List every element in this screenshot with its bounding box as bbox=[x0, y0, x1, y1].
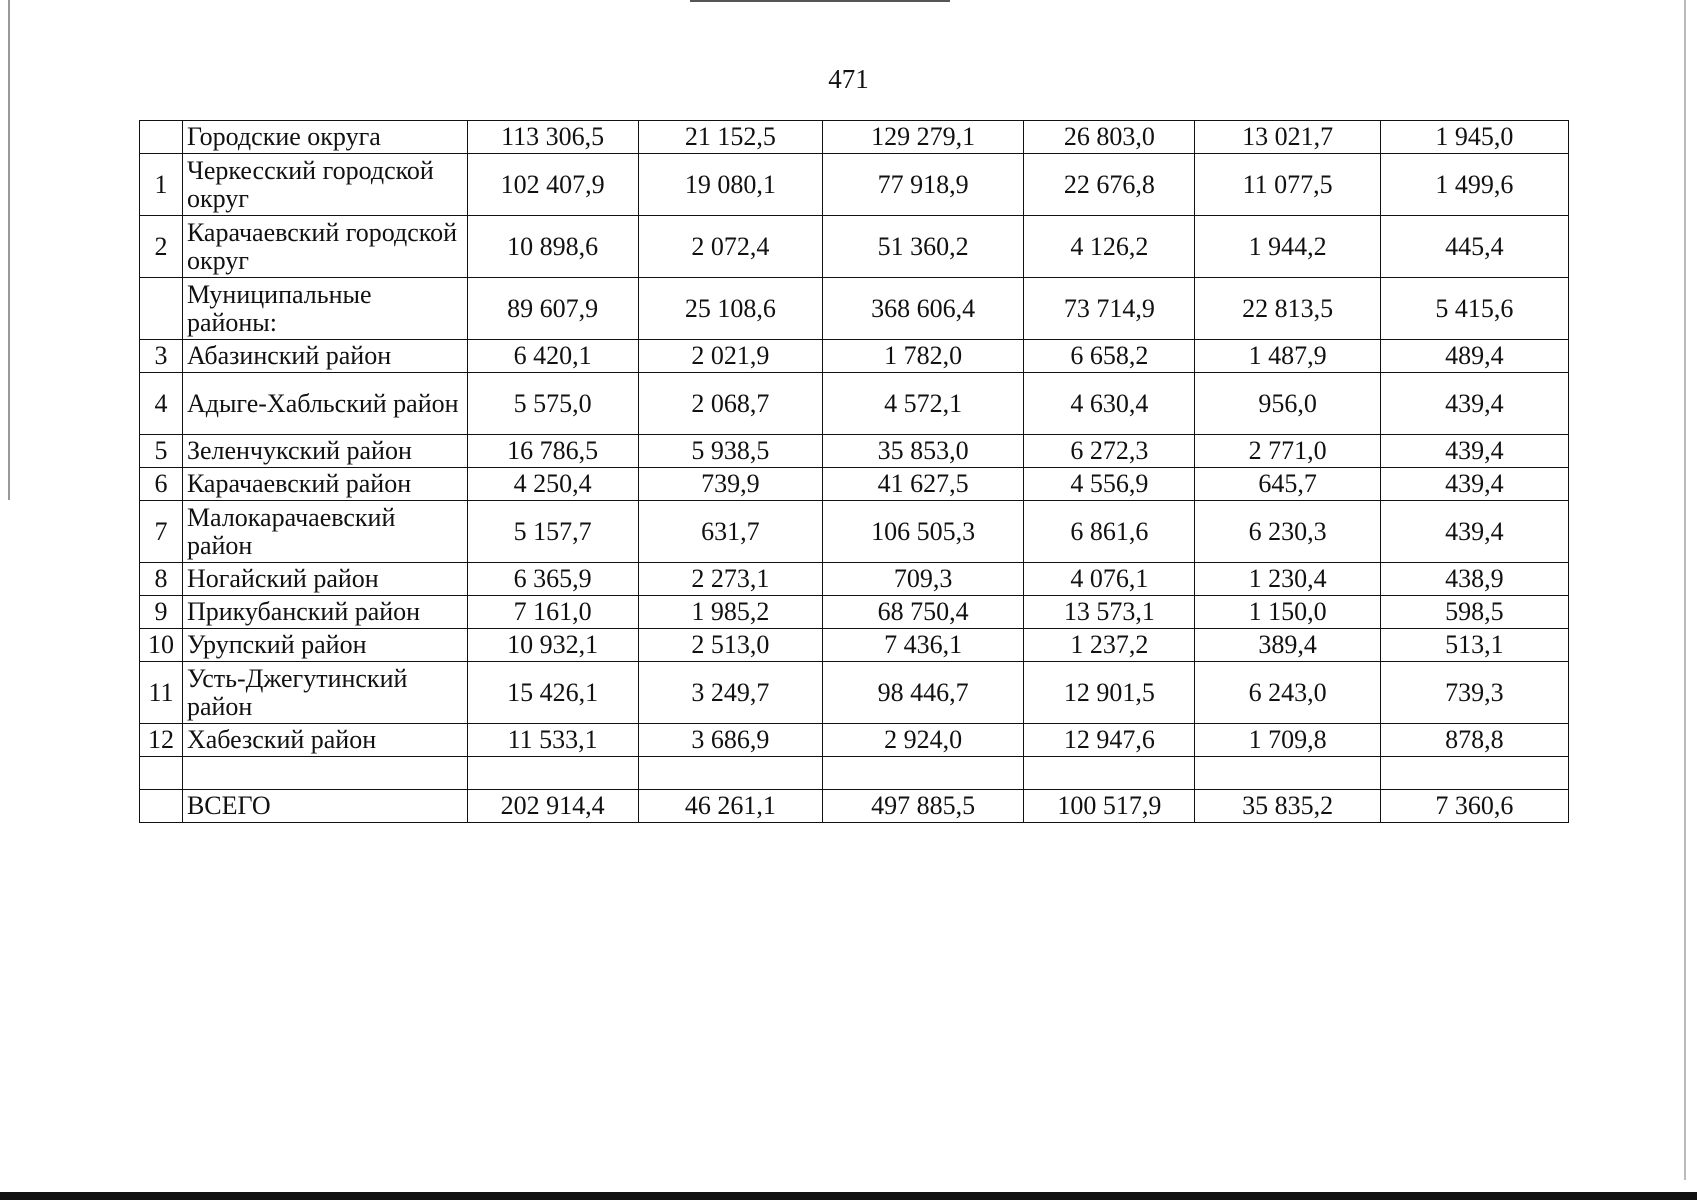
row-number-cell: 10 bbox=[140, 629, 183, 662]
value-cell-col-3: 129 279,1 bbox=[823, 121, 1024, 154]
value-cell-col-3: 2 924,0 bbox=[823, 724, 1024, 757]
value-cell-col-2: 2 072,4 bbox=[638, 216, 822, 278]
value-cell-col-2: 2 021,9 bbox=[638, 340, 822, 373]
value-cell-col-4: 73 714,9 bbox=[1024, 278, 1195, 340]
value-cell-col-2: 739,9 bbox=[638, 468, 822, 501]
value-cell-col-2: 1 985,2 bbox=[638, 596, 822, 629]
value-cell-col-6: 439,4 bbox=[1380, 501, 1568, 563]
row-number-cell bbox=[140, 757, 183, 790]
value-cell-col-5 bbox=[1195, 757, 1380, 790]
value-cell-col-2: 19 080,1 bbox=[638, 154, 822, 216]
table-row bbox=[140, 790, 1569, 823]
value-cell-col-5: 13 021,7 bbox=[1195, 121, 1380, 154]
value-cell-col-3: 368 606,4 bbox=[823, 278, 1024, 340]
row-number-cell: 9 bbox=[140, 596, 183, 629]
value-cell-col-3: 77 918,9 bbox=[823, 154, 1024, 216]
value-cell-col-5: 11 077,5 bbox=[1195, 154, 1380, 216]
value-cell-col-1: 10 898,6 bbox=[467, 216, 638, 278]
row-number-cell: 2 bbox=[140, 216, 183, 278]
value-cell-col-4: 13 573,1 bbox=[1024, 596, 1195, 629]
value-cell-col-5: 6 243,0 bbox=[1195, 662, 1380, 724]
value-cell-col-4 bbox=[1024, 757, 1195, 790]
table-row bbox=[140, 468, 1569, 501]
table-row bbox=[140, 154, 1569, 216]
value-cell-col-3: 41 627,5 bbox=[823, 468, 1024, 501]
value-cell-col-6: 439,4 bbox=[1380, 373, 1568, 435]
row-number-cell: 3 bbox=[140, 340, 183, 373]
table-row bbox=[140, 563, 1569, 596]
value-cell-col-4: 1 237,2 bbox=[1024, 629, 1195, 662]
row-number-cell: 8 bbox=[140, 563, 183, 596]
value-cell-col-3: 51 360,2 bbox=[823, 216, 1024, 278]
value-cell-col-4: 12 901,5 bbox=[1024, 662, 1195, 724]
region-name-cell bbox=[182, 757, 467, 790]
region-name-cell: Малокарачаевский район bbox=[182, 501, 467, 563]
value-cell-col-1: 5 575,0 bbox=[467, 373, 638, 435]
row-number-cell bbox=[140, 121, 183, 154]
value-cell-col-4: 4 076,1 bbox=[1024, 563, 1195, 596]
value-cell-col-4: 22 676,8 bbox=[1024, 154, 1195, 216]
row-number-cell: 7 bbox=[140, 501, 183, 563]
value-cell-col-1: 102 407,9 bbox=[467, 154, 638, 216]
value-cell-col-6: 5 415,6 bbox=[1380, 278, 1568, 340]
value-cell-col-4: 6 861,6 bbox=[1024, 501, 1195, 563]
value-cell-col-2: 2 273,1 bbox=[638, 563, 822, 596]
value-cell-col-2: 21 152,5 bbox=[638, 121, 822, 154]
region-name-cell: Прикубанский район bbox=[182, 596, 467, 629]
value-cell-col-2: 25 108,6 bbox=[638, 278, 822, 340]
row-number-cell bbox=[140, 790, 183, 823]
value-cell-col-6: 598,5 bbox=[1380, 596, 1568, 629]
row-number-cell bbox=[140, 278, 183, 340]
bottom-scan-bar bbox=[0, 1192, 1697, 1200]
value-cell-col-4: 4 556,9 bbox=[1024, 468, 1195, 501]
region-name-cell: Урупский район bbox=[182, 629, 467, 662]
region-name-cell: ВСЕГО bbox=[182, 790, 467, 823]
value-cell-col-1: 16 786,5 bbox=[467, 435, 638, 468]
top-rule-divider bbox=[690, 0, 950, 2]
table-row bbox=[140, 340, 1569, 373]
value-cell-col-5: 1 487,9 bbox=[1195, 340, 1380, 373]
value-cell-col-3: 4 572,1 bbox=[823, 373, 1024, 435]
value-cell-col-3 bbox=[823, 757, 1024, 790]
table-row bbox=[140, 757, 1569, 790]
value-cell-col-6: 489,4 bbox=[1380, 340, 1568, 373]
value-cell-col-1: 202 914,4 bbox=[467, 790, 638, 823]
value-cell-col-1: 89 607,9 bbox=[467, 278, 638, 340]
value-cell-col-5: 22 813,5 bbox=[1195, 278, 1380, 340]
value-cell-col-3: 497 885,5 bbox=[823, 790, 1024, 823]
data-table bbox=[139, 120, 1569, 823]
value-cell-col-1: 10 932,1 bbox=[467, 629, 638, 662]
value-cell-col-2: 2 068,7 bbox=[638, 373, 822, 435]
value-cell-col-3: 709,3 bbox=[823, 563, 1024, 596]
row-number-cell: 6 bbox=[140, 468, 183, 501]
value-cell-col-1: 4 250,4 bbox=[467, 468, 638, 501]
row-number-cell: 5 bbox=[140, 435, 183, 468]
value-cell-col-2: 3 249,7 bbox=[638, 662, 822, 724]
value-cell-col-5: 6 230,3 bbox=[1195, 501, 1380, 563]
value-cell-col-2: 5 938,5 bbox=[638, 435, 822, 468]
region-name-cell: Черкесский городской округ bbox=[182, 154, 467, 216]
value-cell-col-1: 5 157,7 bbox=[467, 501, 638, 563]
value-cell-col-4: 6 658,2 bbox=[1024, 340, 1195, 373]
table-row bbox=[140, 121, 1569, 154]
value-cell-col-6: 438,9 bbox=[1380, 563, 1568, 596]
table-row bbox=[140, 629, 1569, 662]
value-cell-col-6: 1 945,0 bbox=[1380, 121, 1568, 154]
value-cell-col-6: 878,8 bbox=[1380, 724, 1568, 757]
value-cell-col-6 bbox=[1380, 757, 1568, 790]
value-cell-col-3: 106 505,3 bbox=[823, 501, 1024, 563]
value-cell-col-1: 6 365,9 bbox=[467, 563, 638, 596]
value-cell-col-4: 100 517,9 bbox=[1024, 790, 1195, 823]
table-row bbox=[140, 373, 1569, 435]
value-cell-col-5: 1 709,8 bbox=[1195, 724, 1380, 757]
value-cell-col-5: 1 944,2 bbox=[1195, 216, 1380, 278]
region-name-cell: Зеленчукский район bbox=[182, 435, 467, 468]
value-cell-col-2: 2 513,0 bbox=[638, 629, 822, 662]
region-name-cell: Абазинский район bbox=[182, 340, 467, 373]
table-body bbox=[140, 121, 1569, 823]
value-cell-col-5: 2 771,0 bbox=[1195, 435, 1380, 468]
value-cell-col-1: 6 420,1 bbox=[467, 340, 638, 373]
value-cell-col-1 bbox=[467, 757, 638, 790]
row-number-cell: 12 bbox=[140, 724, 183, 757]
value-cell-col-2: 3 686,9 bbox=[638, 724, 822, 757]
value-cell-col-6: 739,3 bbox=[1380, 662, 1568, 724]
value-cell-col-6: 439,4 bbox=[1380, 468, 1568, 501]
value-cell-col-3: 98 446,7 bbox=[823, 662, 1024, 724]
value-cell-col-1: 7 161,0 bbox=[467, 596, 638, 629]
value-cell-col-2: 631,7 bbox=[638, 501, 822, 563]
value-cell-col-5: 956,0 bbox=[1195, 373, 1380, 435]
region-name-cell: Адыге-Хабльский район bbox=[182, 373, 467, 435]
region-name-cell: Усть-Джегутинский район bbox=[182, 662, 467, 724]
value-cell-col-1: 11 533,1 bbox=[467, 724, 638, 757]
value-cell-col-4: 4 630,4 bbox=[1024, 373, 1195, 435]
value-cell-col-1: 113 306,5 bbox=[467, 121, 638, 154]
value-cell-col-6: 7 360,6 bbox=[1380, 790, 1568, 823]
table-row bbox=[140, 596, 1569, 629]
table-row bbox=[140, 662, 1569, 724]
value-cell-col-2: 46 261,1 bbox=[638, 790, 822, 823]
region-name-cell: Городские округа bbox=[182, 121, 467, 154]
row-number-cell: 1 bbox=[140, 154, 183, 216]
value-cell-col-3: 68 750,4 bbox=[823, 596, 1024, 629]
region-name-cell: Карачаевский район bbox=[182, 468, 467, 501]
value-cell-col-5: 1 230,4 bbox=[1195, 563, 1380, 596]
value-cell-col-2 bbox=[638, 757, 822, 790]
region-name-cell: Ногайский район bbox=[182, 563, 467, 596]
table-row bbox=[140, 278, 1569, 340]
value-cell-col-4: 12 947,6 bbox=[1024, 724, 1195, 757]
value-cell-col-4: 6 272,3 bbox=[1024, 435, 1195, 468]
value-cell-col-5: 35 835,2 bbox=[1195, 790, 1380, 823]
row-number-cell: 4 bbox=[140, 373, 183, 435]
value-cell-col-6: 439,4 bbox=[1380, 435, 1568, 468]
table-row bbox=[140, 435, 1569, 468]
value-cell-col-6: 445,4 bbox=[1380, 216, 1568, 278]
value-cell-col-5: 645,7 bbox=[1195, 468, 1380, 501]
right-scan-edge bbox=[1684, 0, 1686, 1180]
value-cell-col-6: 1 499,6 bbox=[1380, 154, 1568, 216]
page-number: 471 bbox=[828, 64, 869, 94]
value-cell-col-4: 4 126,2 bbox=[1024, 216, 1195, 278]
value-cell-col-4: 26 803,0 bbox=[1024, 121, 1195, 154]
table-row bbox=[140, 216, 1569, 278]
row-number-cell: 11 bbox=[140, 662, 183, 724]
value-cell-col-1: 15 426,1 bbox=[467, 662, 638, 724]
region-name-cell: Хабезский район bbox=[182, 724, 467, 757]
value-cell-col-3: 7 436,1 bbox=[823, 629, 1024, 662]
table-row bbox=[140, 724, 1569, 757]
value-cell-col-3: 35 853,0 bbox=[823, 435, 1024, 468]
value-cell-col-5: 389,4 bbox=[1195, 629, 1380, 662]
value-cell-col-5: 1 150,0 bbox=[1195, 596, 1380, 629]
region-name-cell: Карачаевский городской округ bbox=[182, 216, 467, 278]
value-cell-col-6: 513,1 bbox=[1380, 629, 1568, 662]
region-name-cell: Муниципальные районы: bbox=[182, 278, 467, 340]
table-row bbox=[140, 501, 1569, 563]
value-cell-col-3: 1 782,0 bbox=[823, 340, 1024, 373]
